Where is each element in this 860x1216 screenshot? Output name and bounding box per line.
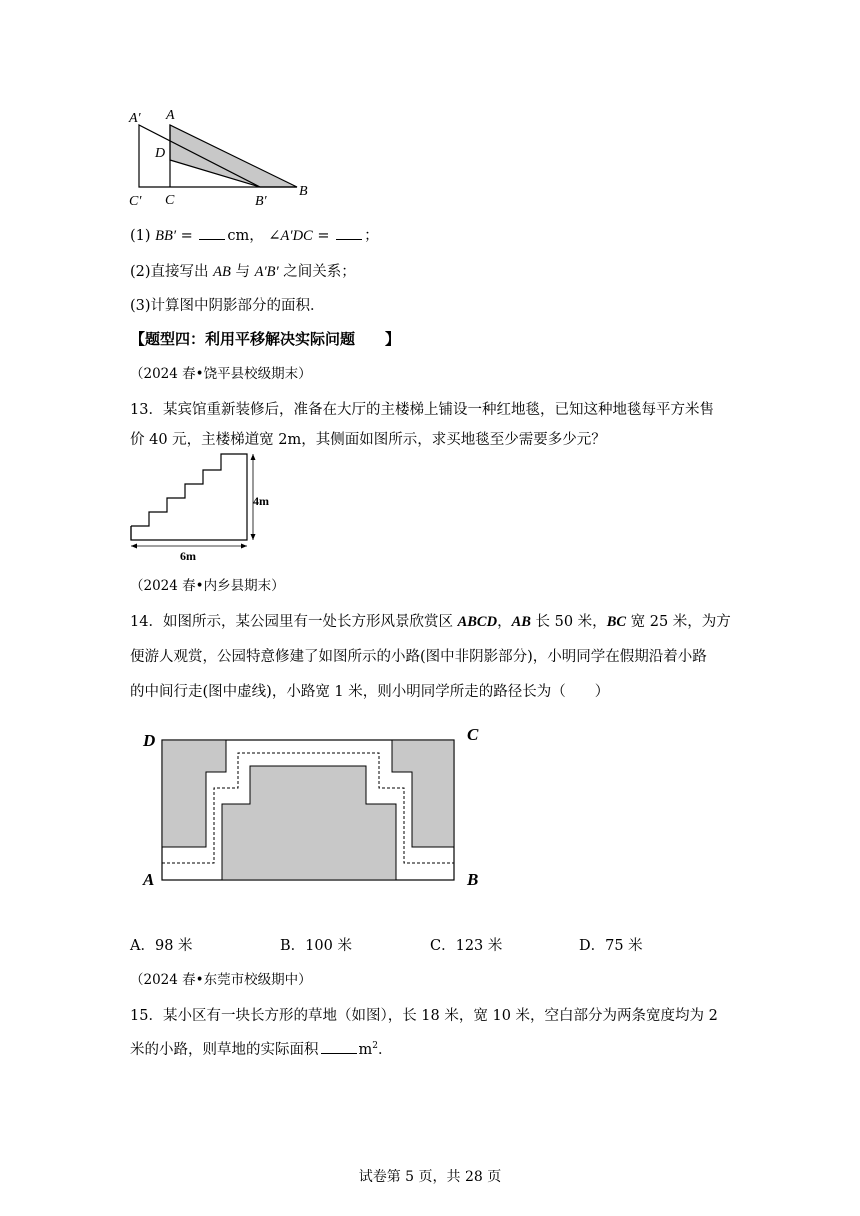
answer-blank[interactable]	[321, 1039, 357, 1054]
staircase-outline	[131, 454, 247, 540]
park-path-figure	[140, 722, 490, 892]
label-a: A	[143, 870, 155, 889]
label-b-prime: B′	[255, 194, 267, 209]
q14-source: （2024 春•内乡县期末）	[130, 578, 285, 594]
option-d[interactable]: D．75 米	[579, 938, 643, 954]
q12-sub1: (1) BB′ = cm， ∠A′DC = ；	[130, 224, 379, 245]
q14-text-1: 14．如图所示，某公园里有一处长方形风景欣赏区 ABCD，AB 长 50 米，BC 宽 25 米，为方	[130, 614, 731, 630]
option-c[interactable]: C．123 米	[430, 938, 503, 954]
height-label: 4m	[253, 494, 269, 508]
page-footer: 试卷第 5 页，共 28 页	[358, 1169, 502, 1185]
translation-triangle-figure	[125, 105, 325, 210]
q15-source: （2024 春•东莞市校级期中）	[130, 972, 312, 988]
label-a: A	[166, 108, 175, 123]
q12-sub3: (3)计算图中阴影部分的面积．	[130, 298, 325, 314]
option-a[interactable]: A．98 米	[130, 938, 193, 954]
option-b[interactable]: B．100 米	[280, 938, 352, 954]
label-c: C	[165, 193, 175, 208]
q14-text-2: 便游人观赏，公园特意修建了如图所示的小路(图中非阴影部分)，小明同学在假期沿着小路	[130, 649, 707, 665]
label-d: D	[155, 146, 166, 161]
label-c: C	[467, 725, 479, 744]
answer-blank[interactable]	[199, 225, 225, 240]
q13-source: （2024 春•饶平县校级期末）	[130, 366, 312, 382]
q15-text-1: 15．某小区有一块长方形的草地（如图），长 18 米，宽 10 米，空白部分为两条宽度均为 2	[130, 1008, 718, 1024]
q12-sub2: (2)直接写出 AB 与 A′B′ 之间关系；	[130, 264, 356, 280]
staircase-figure	[125, 450, 285, 565]
label-d: D	[143, 731, 156, 750]
q15-text-2: 米的小路，则草地的实际面积 $m^2$．	[130, 1038, 392, 1059]
label-a-prime: A′	[129, 111, 141, 126]
width-label: 6m	[180, 549, 196, 563]
label-b: B	[467, 870, 479, 889]
answer-blank[interactable]	[336, 225, 362, 240]
q13-text-1: 13．某宾馆重新装修后，准备在大厅的主楼梯上铺设一种红地毯，已知这种地毯每平方米售	[130, 402, 714, 418]
section-heading: 【题型四：利用平移解决实际问题 】	[130, 330, 401, 348]
label-b: B	[299, 184, 308, 199]
shaded-region	[170, 125, 297, 187]
q13-text-2: 价 40 元，主楼梯道宽 2m，其侧面如图所示，求买地毯至少需要多少元？	[130, 432, 606, 448]
q14-text-3: 的中间行走(图中虚线)，小路宽 1 米，则小明同学所走的路径长为（ ）	[130, 684, 610, 700]
label-c-prime: C′	[129, 194, 142, 209]
